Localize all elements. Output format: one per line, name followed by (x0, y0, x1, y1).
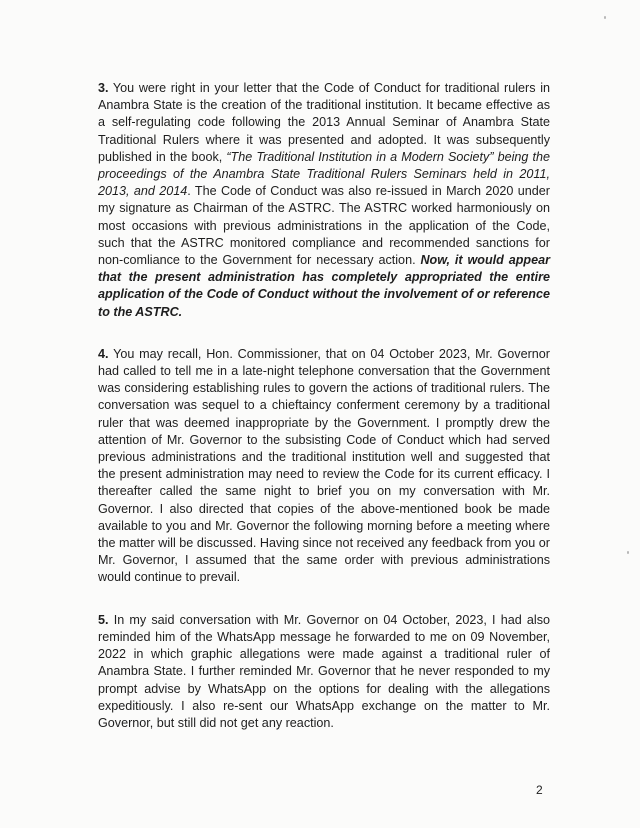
paragraph-text: You were right in your letter that the Code of Conduct for traditional rulers in Anambra State is the creation of the traditional institution. It became effective as a self-regulating code following the 2013 Annual Seminar of Anambra State Traditional Rulers where it was presented and adopted. It was subsequently published in the book, (98, 81, 550, 164)
paragraph-number: 4. (98, 346, 109, 361)
paragraph-text: You may recall, Hon. Commissioner, that on 04 October 2023, Mr. Governor had called to tell me in a late-night telephone conversation that the Government was considering establishing rules to govern the actions of traditional rulers. The conversation was sequel to a chieftaincy conferment ceremony by a traditional ruler that was deemed inappropriate by the Government. I promptly drew the attention of Mr. Governor to the subsisting Code of Conduct which had served previous administrations and the traditional institution well and suggested that the present administration may need to review the Code for its current efficacy. I thereafter called the same night to brief you on my conversation with Mr. Governor. I also directed that copies of the above-mentioned book be made available to you and Mr. Governor the following morning before a meeting where the matter will be discussed. Having since not received any feedback from you or Mr. Governor, I assumed that the same order with previous administrations would continue to prevail. (98, 346, 550, 585)
paragraph-5 (98, 612, 550, 732)
paragraph-text: In my said conversation with Mr. Governor on 04 October, 2023, I had also reminded him of the WhatsApp message he forwarded to me on 09 November, 2022 in which graphic allegations were made against a traditional ruler of Anambra State. I further reminded Mr. Governor that he never responded to my prompt advise by WhatsApp on the options for dealing with the allegations expeditiously. I also re-sent our WhatsApp exchange on the matter to Mr. Governor, but still did not get any reaction. (98, 612, 550, 730)
book-title-text: “The Traditional Institution in a Modern Society” being the proceedings of the Anambra State Traditional Rulers Seminars held in 2011, 2013, and 2014 (98, 149, 550, 199)
paragraph-4 (98, 346, 550, 587)
paragraph-3 (98, 80, 550, 321)
paragraph-number: 5. (98, 612, 109, 627)
scan-speck (604, 16, 606, 19)
paragraph-text: . The Code of Conduct was also re-issued in March 2020 under my signature as Chairman of the ASTRC. The ASTRC worked harmoniously on most occasions with previous administrations in the application of the Code, such that the ASTRC monitored compliance and recommended sanctions for non-comliance to the Government for necessary action. (98, 184, 550, 268)
emphasis-text: Now, it would appear that the present administration has completely appropriated the entire application of the Code of Conduct without the involvement of or reference to the ASTRC. (98, 253, 550, 319)
scan-speck (627, 551, 629, 554)
paragraph-number: 3. (98, 81, 109, 95)
page-number: 2 (536, 783, 543, 797)
document-body (98, 80, 550, 757)
